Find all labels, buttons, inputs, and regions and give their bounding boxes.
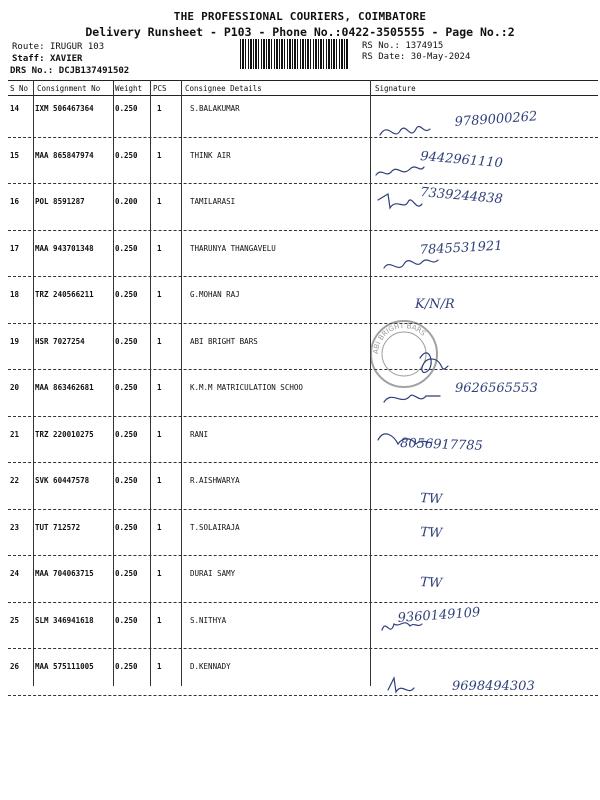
rs-no-line — [362, 41, 443, 51]
col-separator — [113, 80, 114, 686]
handwritten-note: TW — [419, 525, 443, 542]
cell-pcs: 1 — [157, 476, 162, 485]
cell-pcs: 1 — [157, 429, 162, 439]
row-separator — [8, 555, 598, 556]
table-top-rule — [8, 80, 598, 81]
route-line — [12, 42, 104, 52]
cell-sno: 15 — [10, 150, 20, 160]
cell-sno: 18 — [10, 290, 20, 299]
cell-weight: 0.250 — [115, 615, 138, 625]
header-consignment: Consignment No — [37, 84, 101, 93]
signature-scribble — [384, 395, 440, 402]
rs-no-label: RS No.: — [362, 41, 400, 51]
cell-pcs: 1 — [157, 197, 162, 206]
runsheet-subtitle: Delivery Runsheet - P103 - Phone No.:0422-3505555 - Page No.:2 — [85, 25, 515, 39]
route-value: IRUGUR 103 — [49, 42, 105, 52]
cell-sno: 20 — [10, 383, 20, 392]
cell-consignment: TRZ 220010275 — [35, 429, 94, 439]
stamp-text: ABI BRIGHT BARS — [371, 321, 428, 355]
cell-sno: 22 — [10, 476, 20, 485]
cell-sno: 16 — [10, 197, 20, 206]
handwritten-note: 9789000262 — [454, 109, 538, 130]
cell-weight: 0.250 — [115, 104, 138, 113]
handwritten-note: 9626565553 — [455, 381, 538, 396]
cell-weight: 0.250 — [115, 522, 138, 532]
cell-weight: 0.250 — [115, 429, 138, 439]
staff-label: Staff: — [12, 54, 45, 64]
cell-consignee: R.AISHWARYA — [190, 476, 240, 485]
cell-consignment: MAA 704063715 — [35, 569, 94, 578]
cell-weight: 0.250 — [115, 290, 138, 299]
row-separator — [8, 462, 598, 463]
header-consignee: Consignee Details — [185, 84, 262, 93]
cell-pcs: 1 — [157, 150, 162, 160]
cell-consignee: TAMILARASI — [190, 197, 236, 206]
row-separator — [8, 183, 598, 184]
row-separator — [8, 323, 598, 324]
row-separator — [8, 137, 598, 138]
company-stamp — [371, 321, 437, 387]
cell-weight: 0.250 — [115, 662, 138, 671]
rs-date-value: 30-May-2024 — [410, 52, 471, 62]
signature-scribble — [384, 260, 438, 268]
rs-date-label: RS Date: — [362, 52, 406, 62]
cell-pcs: 1 — [157, 104, 162, 113]
cell-weight: 0.250 — [115, 336, 138, 346]
company-title: THE PROFESSIONAL COURIERS, COIMBATORE — [173, 10, 427, 23]
col-separator — [181, 80, 182, 686]
svg-text:ABI BRIGHT BARS — [372, 322, 428, 354]
signature-scribble — [376, 167, 424, 175]
cell-sno: 21 — [10, 429, 20, 439]
cell-consignment: MAA 943701348 — [35, 243, 94, 253]
cell-pcs: 1 — [157, 290, 162, 299]
cell-pcs: 1 — [157, 383, 162, 392]
header-pcs: PCS — [153, 84, 167, 93]
barcode — [240, 39, 348, 69]
cell-weight: 0.250 — [115, 383, 138, 392]
cell-consignment: HSR 7027254 — [35, 336, 85, 346]
cell-weight: 0.250 — [115, 476, 138, 485]
rs-no-value: 1374915 — [405, 41, 444, 51]
cell-consignee: K.M.M MATRICULATION SCHOO — [190, 383, 303, 392]
handwritten-note: K/N/R — [415, 297, 455, 312]
cell-consignee: S.NITHYA — [190, 615, 227, 625]
cell-consignee: D.KENNADY — [190, 662, 231, 671]
row-separator — [8, 369, 598, 370]
cell-pcs: 1 — [157, 243, 162, 253]
col-separator — [370, 80, 371, 686]
rs-date-line — [362, 52, 470, 62]
signature-scribble — [378, 194, 422, 208]
cell-sno: 24 — [10, 569, 20, 578]
row-separator — [8, 230, 598, 231]
handwritten-note: 9698494303 — [452, 679, 535, 694]
cell-weight: 0.250 — [115, 243, 138, 253]
cell-pcs: 1 — [157, 615, 162, 625]
cell-weight: 0.250 — [115, 569, 138, 578]
cell-consignment: TRZ 240566211 — [35, 290, 94, 299]
col-separator — [150, 80, 151, 686]
handwritten-note: 9360149109 — [397, 605, 481, 626]
signature-scribble — [382, 623, 422, 630]
cell-sno: 25 — [10, 615, 20, 625]
cell-consignment: TUT 712572 — [35, 522, 81, 532]
drs-value: DCJB137491502 — [58, 66, 130, 76]
cell-consignee: ABI BRIGHT BARS — [190, 336, 258, 346]
cell-consignee: S.BALAKUMAR — [190, 104, 240, 113]
header-weight: Weight — [115, 84, 143, 93]
cell-consignment: MAA 575111005 — [35, 662, 94, 671]
header-signature: Signature — [375, 84, 416, 93]
signature-scribble — [388, 678, 414, 692]
row-separator — [8, 695, 598, 696]
cell-pcs: 1 — [157, 569, 162, 578]
handwritten-note: TW — [419, 491, 443, 508]
header-sno: S No — [10, 84, 29, 93]
col-separator — [33, 80, 34, 686]
handwritten-note: 9442961110 — [419, 149, 504, 172]
cell-sno: 19 — [10, 336, 20, 346]
cell-sno: 26 — [10, 662, 20, 671]
signature-scribble — [380, 126, 430, 135]
cell-consignment: IXM 506467364 — [35, 104, 94, 113]
cell-sno: 17 — [10, 243, 20, 253]
route-label: Route: — [12, 42, 45, 52]
cell-pcs: 1 — [157, 522, 162, 532]
cell-consignee: THARUNYA THANGAVELU — [190, 243, 276, 253]
staff-value: XAVIER — [49, 54, 83, 64]
handwritten-note: 7339244838 — [419, 185, 504, 208]
cell-consignee: THINK AIR — [190, 150, 231, 160]
header-bottom-rule — [8, 95, 598, 96]
cell-pcs: 1 — [157, 662, 162, 671]
staff-line — [12, 54, 82, 64]
cell-sno: 14 — [10, 104, 20, 113]
cell-weight: 0.250 — [115, 150, 138, 160]
drs-line — [10, 66, 129, 76]
cell-consignment: MAA 865847974 — [35, 150, 94, 160]
drs-label: DRS No.: — [10, 66, 54, 76]
handwritten-note: 8056917785 — [399, 436, 484, 454]
cell-consignee: G.MOHAN RAJ — [190, 290, 240, 299]
cell-weight: 0.200 — [115, 197, 138, 206]
row-separator — [8, 509, 598, 510]
cell-sno: 23 — [10, 522, 20, 532]
row-separator — [8, 648, 598, 649]
cell-consignee: RANI — [190, 429, 209, 439]
cell-consignee: T.SOLAIRAJA — [190, 522, 240, 532]
row-separator — [8, 602, 598, 603]
cell-consignment: MAA 863462681 — [35, 383, 94, 392]
cell-consignment: SLM 346941618 — [35, 615, 94, 625]
handwritten-note: TW — [419, 575, 443, 592]
handwritten-note: 7845531921 — [419, 238, 503, 258]
cell-pcs: 1 — [157, 336, 162, 346]
cell-consignee: DURAI SAMY — [190, 569, 236, 578]
cell-consignment: SVK 60447578 — [35, 476, 90, 485]
row-separator — [8, 276, 598, 277]
signature-scribble — [378, 434, 432, 444]
cell-consignment: POL 8591287 — [35, 197, 85, 206]
row-separator — [8, 416, 598, 417]
